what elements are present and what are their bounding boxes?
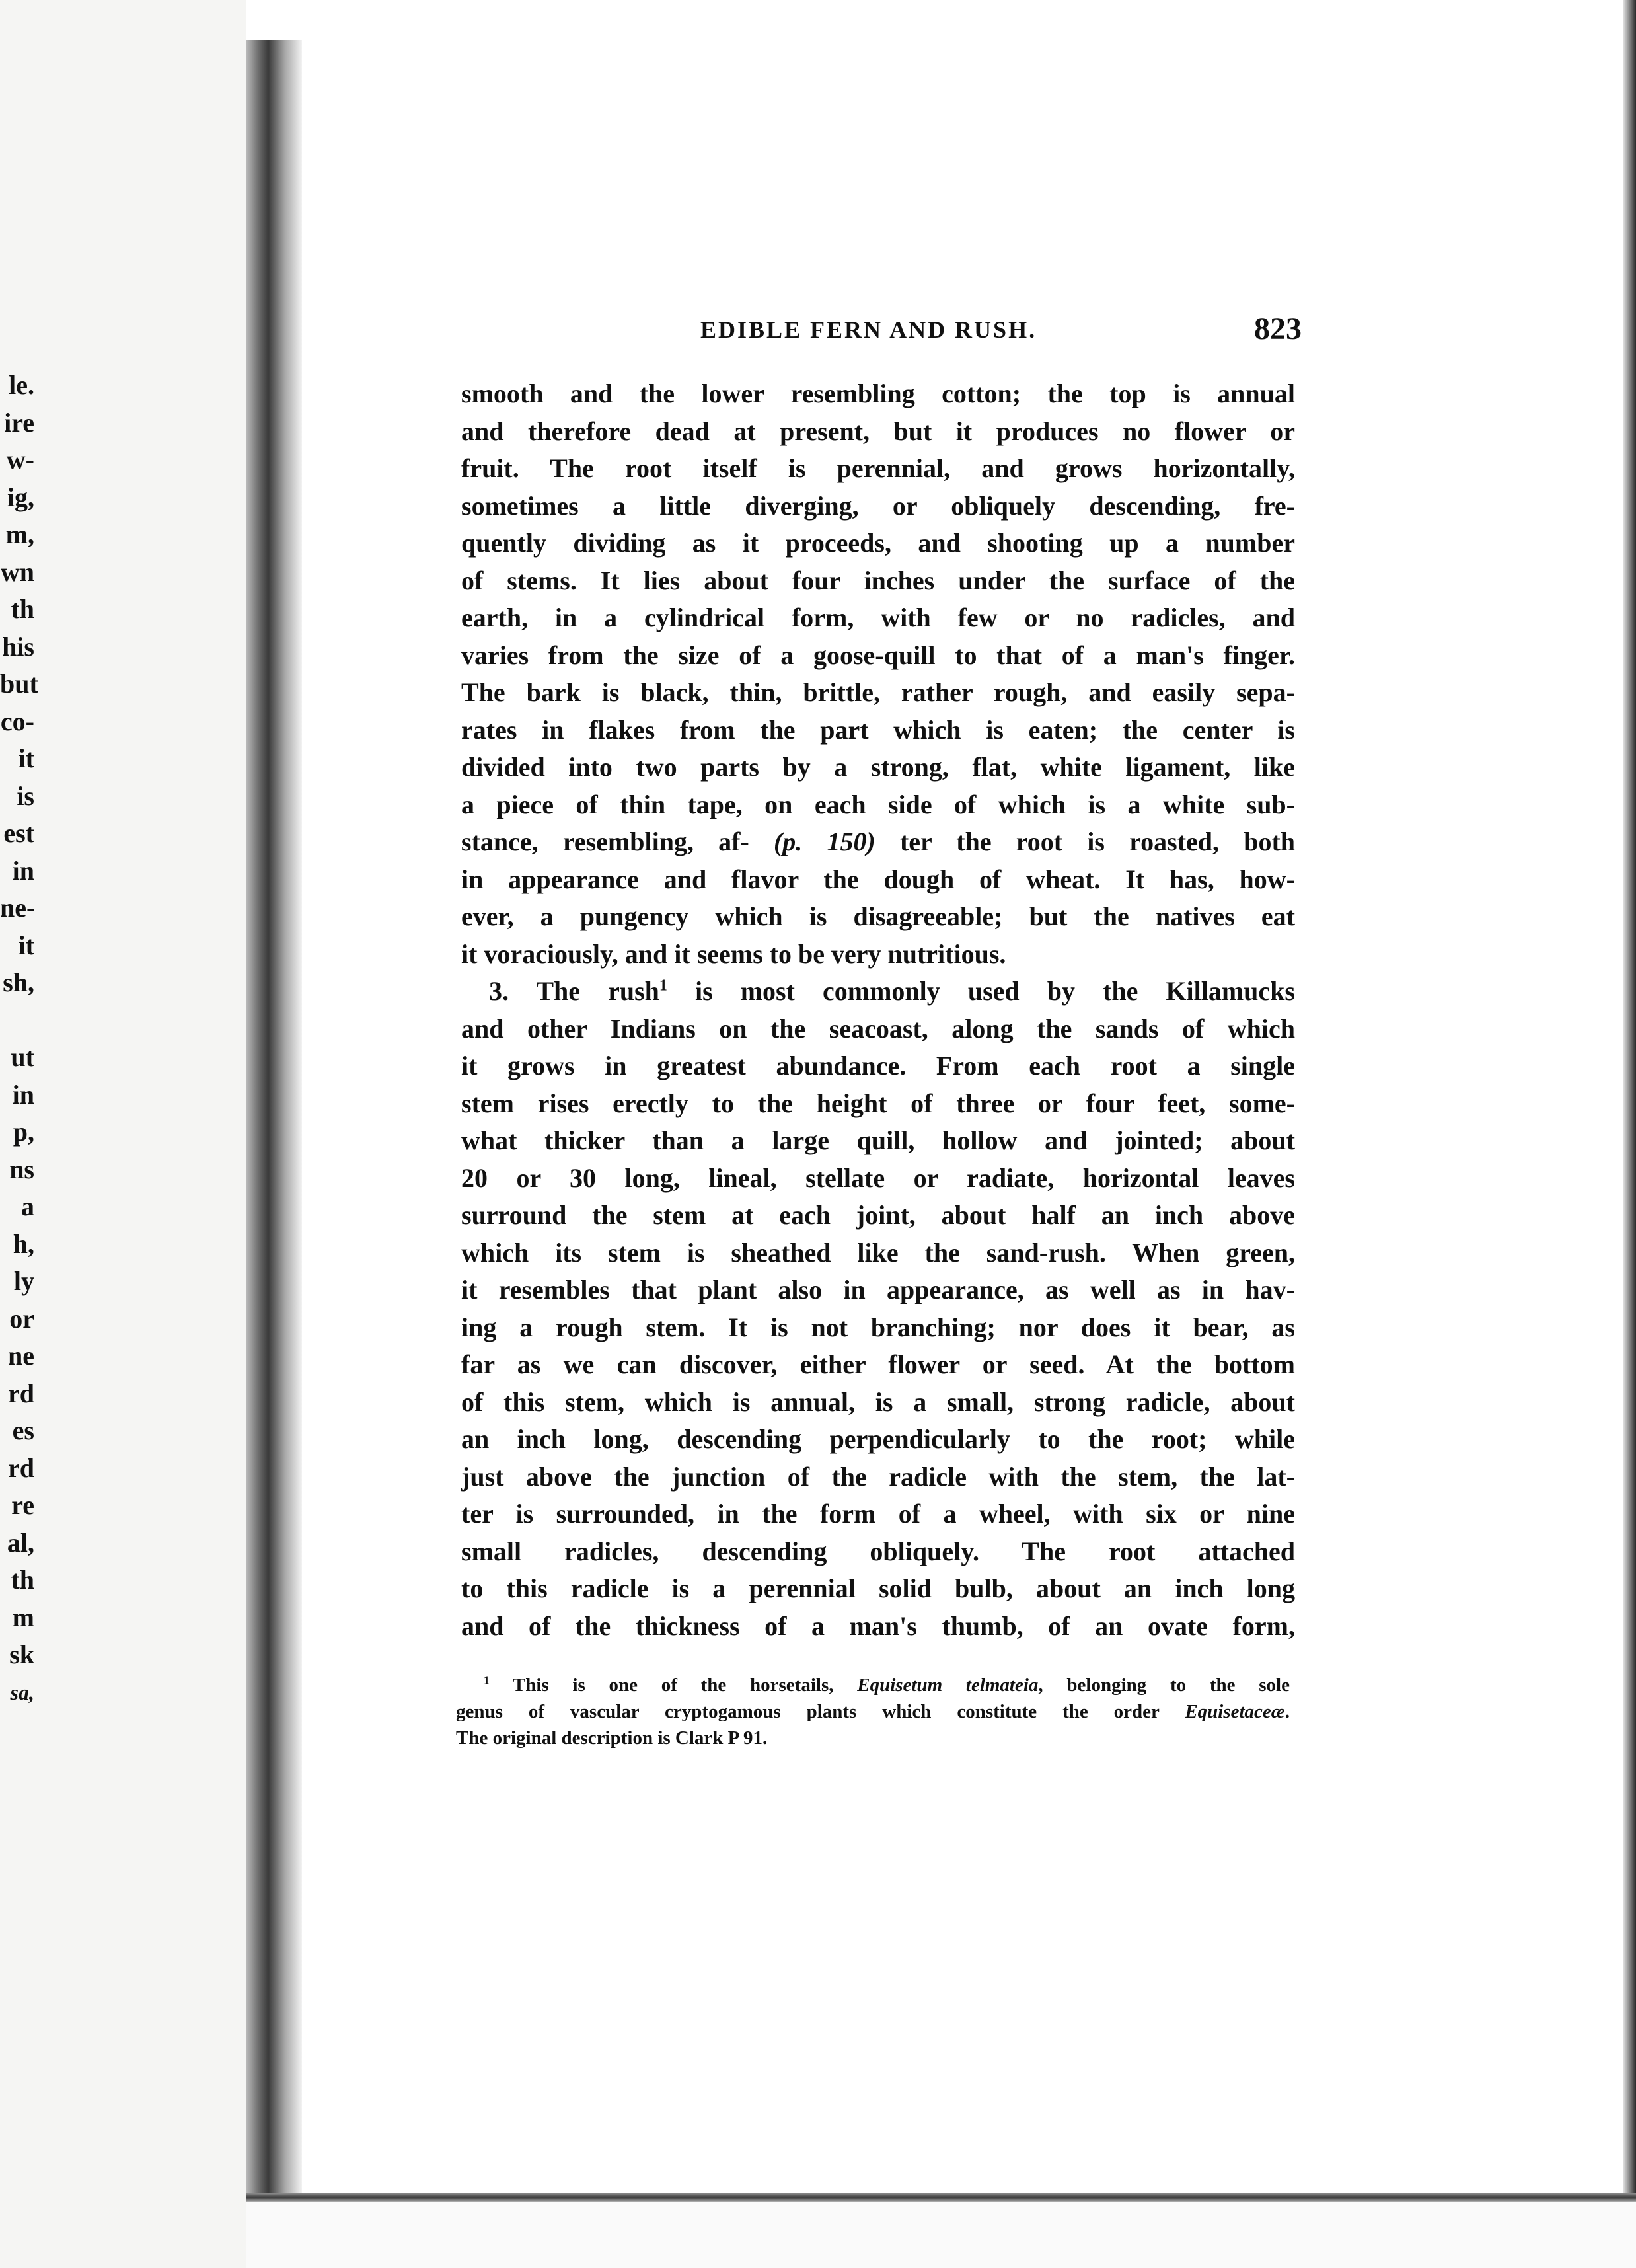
page-bottom-edge — [246, 2193, 1636, 2202]
running-head: EDIBLE FERN AND RUSH. — [700, 317, 1037, 343]
footnote — [456, 1672, 1290, 1751]
text-line-with-footnote-marker — [461, 973, 1295, 1010]
left-page-fragment: sa, — [10, 1680, 34, 1704]
footnote-number: 1 — [484, 1673, 490, 1687]
text-line: ter is surrounded, in the form of a wheel, with six or nine — [461, 1499, 1295, 1529]
left-page-fragment: or — [9, 1303, 34, 1334]
left-page-fragment: sh, — [3, 967, 34, 997]
text-line: of stems. It lies about four inches under the surface of the — [461, 565, 1295, 595]
left-page-fragment: m — [12, 1602, 34, 1632]
text-fragment: stance, resembling, af- — [461, 827, 749, 856]
text-line: what thicker than a large quill, hollow and jointed; about — [461, 1125, 1295, 1155]
text-line: it resembles that plant also in appearance, as well as in hav- — [461, 1275, 1295, 1304]
left-page-fragment: ig, — [7, 482, 34, 512]
left-page-fragment: co- — [0, 706, 34, 736]
text-line: divided into two parts by a strong, flat, white ligament, like — [461, 752, 1295, 782]
order-name: Equisetaceæ — [1185, 1701, 1285, 1722]
left-page-fragment: le. — [9, 370, 34, 400]
left-page-fragment: th — [11, 594, 34, 624]
left-page-fragment: a — [21, 1191, 34, 1221]
left-page-fragment: ne — [8, 1341, 34, 1371]
page-reference: (p. 150) — [773, 827, 875, 856]
left-page-fragment: but — [0, 669, 38, 699]
body-text — [461, 375, 1295, 1645]
text-fragment: 3. The rush — [489, 976, 659, 1006]
text-fragment: is most commonly used by the Killamucks — [667, 976, 1295, 1006]
text-line: sometimes a little diverging, or obliquely descending, fre- — [461, 490, 1295, 521]
left-page-fragment: re — [11, 1490, 34, 1520]
left-page-fragment — [0, 1002, 34, 1040]
text-line: stem rises erectly to the height of three or four feet, some- — [461, 1088, 1295, 1118]
left-page-fragment: it — [18, 930, 34, 960]
left-page-fragment: his — [2, 631, 34, 662]
left-page-fragment: is — [17, 780, 34, 811]
left-page-fragment: p, — [13, 1117, 34, 1147]
text-line: rates in flakes from the part which is eaten; the center is — [461, 714, 1295, 745]
left-page-fragment: sk — [9, 1640, 34, 1669]
gutter-top — [246, 0, 302, 40]
text-line: smooth and the lower resembling cotton; the top is annual — [461, 379, 1295, 408]
book-gutter — [246, 0, 302, 2268]
text-line: it voraciously, and it seems to be very nutritious. — [461, 938, 1006, 969]
text-line: and therefore dead at present, but it produces no flower or — [461, 416, 1295, 446]
text-line: surround the stem at each joint, about half an inch above — [461, 1200, 1295, 1230]
left-page-fragment: rd — [8, 1378, 34, 1408]
text-line: 20 or 30 long, lineal, stellate or radiate, horizontal leaves — [461, 1162, 1295, 1193]
left-page-fragment: th — [11, 1565, 34, 1595]
footnote-line — [456, 1698, 1290, 1725]
text-line: and of the thickness of a man's thumb, of an ovate form, — [461, 1610, 1295, 1641]
left-page-fragment: al, — [7, 1527, 34, 1558]
left-facing-page — [0, 0, 247, 2268]
left-page-fragment: es — [12, 1416, 34, 1445]
left-page-fragment: ire — [4, 407, 34, 437]
text-line: in appearance and flavor the dough of wheat. It has, how- — [461, 864, 1295, 894]
text-line: to this radicle is a perennial solid bulb, about an inch long — [461, 1573, 1295, 1603]
left-page-text-fragments — [0, 367, 38, 1711]
left-page-fragment: est — [3, 818, 34, 848]
text-line: earth, in a cylindrical form, with few or no radicles, and — [461, 603, 1295, 632]
left-page-fragment: in — [12, 855, 34, 886]
footnote-line: The original description is Clark P 91. — [456, 1727, 768, 1749]
species-name: Equisetum telmateia — [857, 1675, 1039, 1696]
left-page-fragment: ne- — [0, 893, 36, 923]
text-line: it grows in greatest abundance. From each root a single — [461, 1051, 1295, 1080]
left-page-fragment: it — [18, 743, 34, 773]
text-line: quently dividing as it proceeds, and shooting up a number — [461, 528, 1295, 558]
left-page-fragment: wn — [0, 556, 34, 587]
left-page-fragment: in — [12, 1079, 34, 1110]
text-fragment: , belonging to the sole — [1038, 1675, 1290, 1696]
left-page-fragment: w- — [6, 445, 34, 474]
footnote-marker: 1 — [659, 977, 667, 995]
footnote-line — [456, 1672, 1290, 1698]
text-fragment: This is one of the horsetails, — [489, 1675, 858, 1696]
text-fragment: . — [1284, 1701, 1290, 1722]
left-page-fragment: ns — [9, 1154, 34, 1184]
page-number: 823 — [1254, 311, 1302, 346]
text-line: a piece of thin tape, on each side of which is a white sub- — [461, 789, 1295, 819]
text-fragment: genus of vascular cryptogamous plants which constitute the order — [456, 1701, 1185, 1722]
text-line: small radicles, descending obliquely. The root attached — [461, 1536, 1295, 1566]
below-page-area — [246, 2202, 1636, 2268]
left-page-fragment: ut — [11, 1042, 34, 1072]
left-page-fragment: ly — [13, 1266, 34, 1296]
text-line: of this stem, which is annual, is a small, strong radicle, about — [461, 1386, 1295, 1417]
text-line: The bark is black, thin, brittle, rather rough, and easily sepa- — [461, 677, 1295, 707]
text-fragment: ter the root is roasted, both — [875, 827, 1296, 856]
text-line-with-page-ref — [461, 823, 1295, 861]
left-page-fragment: rd — [8, 1453, 34, 1483]
text-line: far as we can discover, either flower or seed. At the bottom — [461, 1349, 1295, 1379]
text-line: ever, a pungency which is disagreeable; but the natives eat — [461, 901, 1295, 931]
text-line: ing a rough stem. It is not branching; nor does it bear, as — [461, 1312, 1295, 1342]
text-line: just above the junction of the radicle with the stem, the lat- — [461, 1461, 1295, 1492]
page-right-edge — [1623, 0, 1636, 2268]
text-line: fruit. The root itself is perennial, and grows horizontally, — [461, 453, 1295, 483]
text-line: which its stem is sheathed like the sand-rush. When green, — [461, 1237, 1295, 1267]
left-page-fragment: m, — [5, 519, 34, 549]
left-page-fragment: h, — [13, 1228, 34, 1259]
text-line: an inch long, descending perpendicularly to the root; while — [461, 1424, 1295, 1454]
text-line: varies from the size of a goose-quill to that of a man's finger. — [461, 640, 1295, 670]
text-line: and other Indians on the seacoast, along the sands of which — [461, 1013, 1295, 1043]
